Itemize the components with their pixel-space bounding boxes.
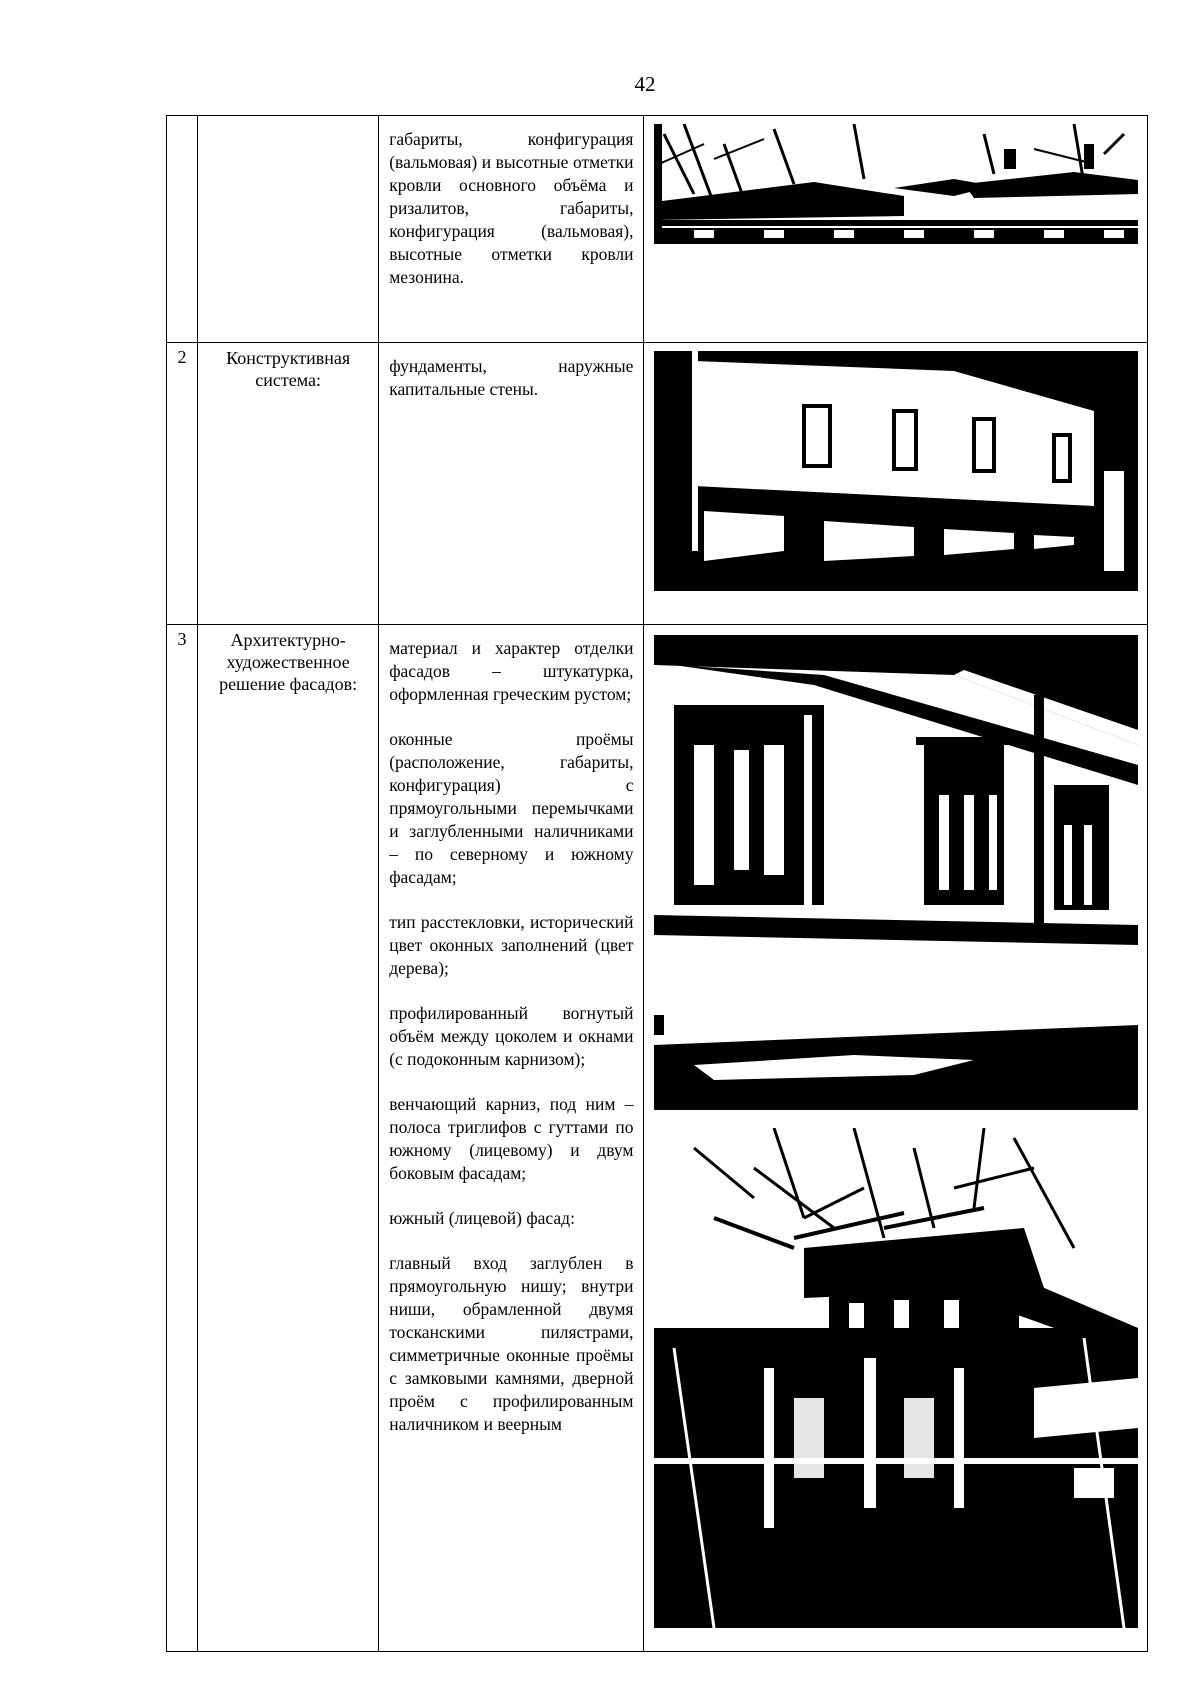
photo-cell: [644, 625, 1148, 1652]
row-number: 3: [167, 625, 198, 1652]
description-paragraph: венчающий карниз, под ним – полоса триглифов с гуттами по южному (лицевому) и двум боковым фасадам;: [389, 1094, 634, 1183]
description-paragraph: профилированный вогнутый объём между цоколем и окнами (с подоконным карнизом);: [389, 1003, 634, 1069]
photo-roof-facade: [654, 124, 1138, 244]
row-title: [198, 116, 379, 343]
row-number: 2: [167, 343, 198, 625]
photo-windows-facade: [654, 635, 1138, 1110]
page-number: 42: [634, 72, 656, 96]
row-description: [379, 343, 644, 625]
row-number: [167, 116, 198, 343]
photo-cell: [644, 116, 1148, 343]
row-title: Архитектурно-художественное решение фасадов:: [198, 625, 379, 1652]
description-paragraph: габариты, конфигурация (вальмовая) и высотные отметки кровли основного объёма и ризалитов, габариты, конфигурация (вальмовая), высотные отметки кровли мезонина.: [389, 129, 634, 287]
object-description-table: [166, 115, 1148, 1652]
description-paragraph: главный вход заглублен в прямоугольную нишу; внутри ниши, обрамленной двумя тосканскими пилястрами, симметричные оконные проёмы с замковыми камнями, дверной проём с профилированным наличником и веерным: [389, 1253, 634, 1434]
photo-main-entrance: [654, 1128, 1138, 1628]
description-paragraph: южный (лицевой) фасад:: [389, 1208, 575, 1228]
row-description: [379, 625, 644, 1652]
table-row: [167, 343, 1148, 625]
description-paragraph: оконные проёмы (расположение, габариты, конфигурация) с прямоугольными перемычками и заглубленными наличниками – по северному и южному фасадам;: [389, 729, 634, 887]
description-paragraph: тип расстекловки, исторический цвет оконных заполнений (цвет дерева);: [389, 912, 634, 978]
table-row: [167, 116, 1148, 343]
row-title: Конструктивная система:: [198, 343, 379, 625]
row-description: [379, 116, 644, 343]
photo-cell: [644, 343, 1148, 625]
description-paragraph: материал и характер отделки фасадов – штукатурка, оформленная греческим рустом;: [389, 638, 634, 704]
photo-foundation-wall: [654, 351, 1138, 591]
description-paragraph: фундаменты, наружные капитальные стены.: [389, 356, 634, 399]
table-row: [167, 625, 1148, 1652]
